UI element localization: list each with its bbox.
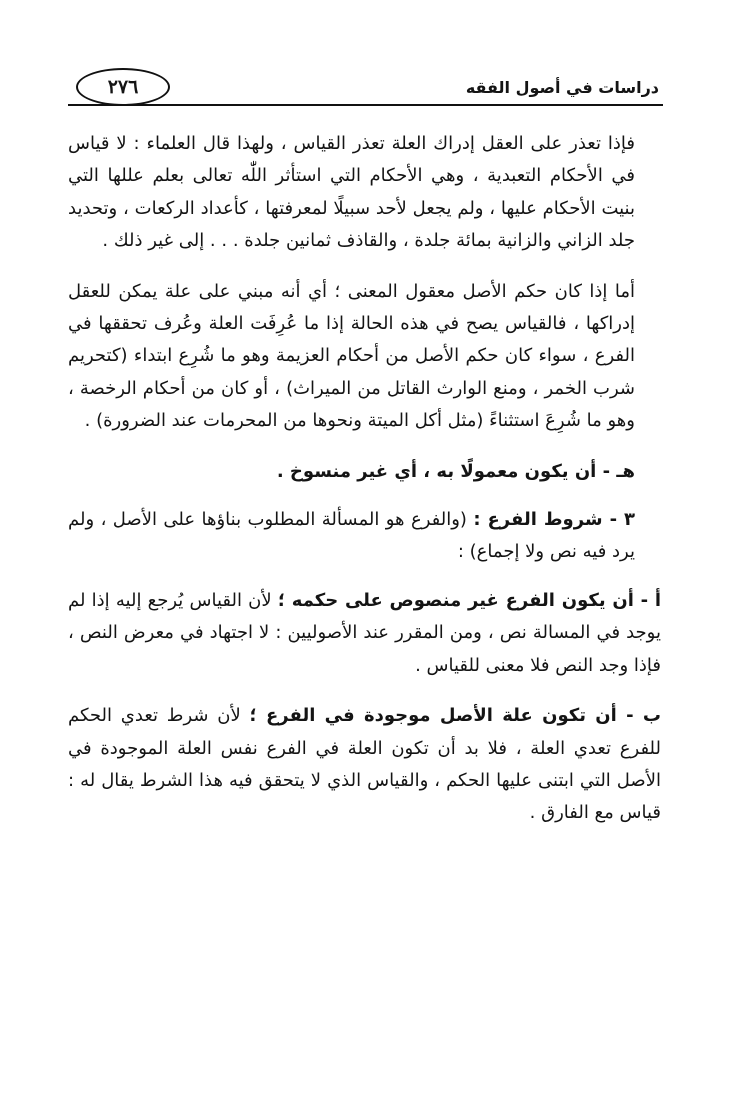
paragraph-5-text: لأن القياس يُرجع إليه إذا لم يوجد في المسالة نص ، ومن المقرر عند الأصوليين : لا اجتهاد في معرض النص ، فإذا وجد النص فلا معنى للقياس . — [68, 589, 661, 676]
paragraph-4-text: (والفرع هو المسألة المطلوب بناؤها على الأصل ، ولم يرد فيه نص ولا إجماع) : — [68, 509, 635, 563]
paragraph-6-text: لأن شرط تعدي الحكم للفرع تعدي العلة ، فلا بد أن تكون العلة في الفرع نفس العلة الموجودة في الأصل التي ابتنى عليها الحكم ، والقياس الذي لا يتحقق فيه هذا الشرط يقال له : قياس مع الفارق . — [68, 705, 661, 824]
paragraph-1-text: فإذا تعذر على العقل إدراك العلة تعذر القياس ، ولهذا قال العلماء : لا قياس في الأحكام التعبدية ، وهي الأحكام التي استأثر اللّٰه تعالى بعلم عللها التي بنيت الأحكام عليها ، ولم يجعل لأحد سبيلًا لمعرفتها ، كأعداد الركعات ، وتحديد جلد الزاني والزانية بمائة جلدة ، والقاذف ثمانين جلدة . . . إلى غير ذلك . — [68, 133, 635, 252]
paragraph-6 — [68, 700, 661, 830]
condition-heading-b: ب - أن تكون علة الأصل موجودة في الفرع ؛ — [249, 705, 661, 727]
paragraph-2-text: أما إذا كان حكم الأصل معقول المعنى ؛ أي أنه مبني على علة يمكن للعقل إدراكها ، فالقياس يصح في هذه الحالة إذا ما عُرِفَت العلة وعُرف تحققها في الفرع ، سواء كان حكم الأصل من أحكام العزيمة وهو ما شُرِع ابتداء (كتحريم شرب الخمر ، ومنع الوارث القاتل من الميراث) ، أو كان من أحكام الرخصة ، وهو ما شُرِعَ استثناءً (مثل أكل الميتة ونحوها من المحرمات عند الضرورة) . — [68, 280, 635, 432]
condition-heading-h: هـ - أن يكون معمولًا به ، أي غير منسوخ . — [276, 460, 635, 482]
running-title: دراسات في أصول الفقه — [465, 78, 659, 97]
paragraph-3 — [68, 456, 661, 488]
condition-heading-a: أ - أن يكون الفرع غير منصوص على حكمه ؛ — [277, 589, 661, 611]
paragraph-2 — [68, 276, 661, 438]
body-text — [68, 128, 661, 848]
page-number: ٢٧٦ — [76, 68, 170, 106]
section-heading-3: ٣ - شروط الفرع : — [473, 509, 635, 531]
page-header — [68, 66, 663, 106]
paragraph-1 — [68, 128, 661, 258]
header-rule — [68, 104, 663, 106]
paragraph-5 — [68, 585, 661, 682]
paragraph-4 — [68, 504, 661, 569]
